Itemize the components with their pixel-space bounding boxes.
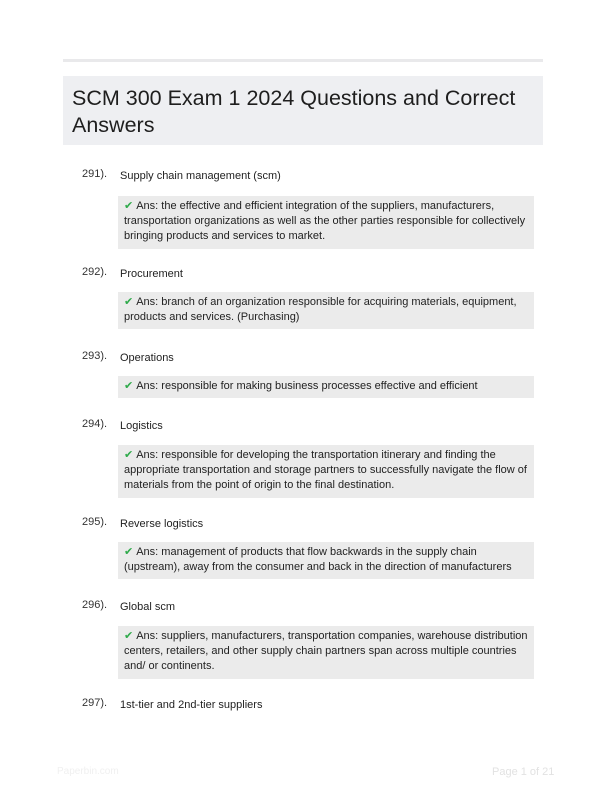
check-icon: ✔ [124,296,134,308]
page-title: SCM 300 Exam 1 2024 Questions and Correct Answers [72,86,516,137]
answer-box [118,445,534,498]
question-number: 293). [82,350,108,362]
answer-box [118,376,534,398]
question-term: Reverse logistics [120,518,204,530]
page-number: Page 1 of 21 [492,766,555,778]
title-banner [63,76,543,145]
answer-text: Ans: branch of an organization responsible for acquiring materials, equipment, products and services. (Purchasing) [124,296,517,324]
answer-box [118,542,534,579]
answer-box [118,626,534,679]
answer-text: Ans: the effective and efficient integration of the suppliers, manufacturers, transportation organizations as well as the other parties responsible for collectively bringing products and services to market. [124,200,526,243]
question-term: Procurement [120,268,183,280]
question-number: 292). [82,266,108,278]
question-term: 1st-tier and 2nd-tier suppliers [120,699,263,711]
question-number: 294). [82,418,108,430]
question-number: 296). [82,599,108,611]
question-number: 291). [82,168,108,180]
check-icon: ✔ [124,380,134,392]
answer-text: Ans: suppliers, manufacturers, transportation companies, warehouse distribution centers, retailers, and other supply chain partners span across multiple countries and/ or continents. [124,630,528,673]
check-icon: ✔ [124,449,134,461]
footer-site-watermark: Paperbin.com [57,766,119,777]
question-number: 295). [82,516,108,528]
answer-text: Ans: responsible for developing the transportation itinerary and finding the appropriate transportation and storage partners to successfully navigate the flow of materials from the point of origin to the final destination. [124,449,527,492]
answer-text: Ans: responsible for making business processes effective and efficient [136,380,478,392]
question-term: Supply chain management (scm) [120,170,281,182]
question-term: Operations [120,352,174,364]
check-icon: ✔ [124,200,134,212]
question-term: Global scm [120,601,176,613]
answer-box [118,196,534,249]
answer-box [118,292,534,329]
top-divider [63,59,543,62]
answer-text: Ans: management of products that flow backwards in the supply chain (upstream), away from the consumer and back in the direction of manufacturers [124,546,512,574]
check-icon: ✔ [124,630,134,642]
question-term: Logistics [120,420,163,432]
question-number: 297). [82,697,108,709]
check-icon: ✔ [124,546,134,558]
